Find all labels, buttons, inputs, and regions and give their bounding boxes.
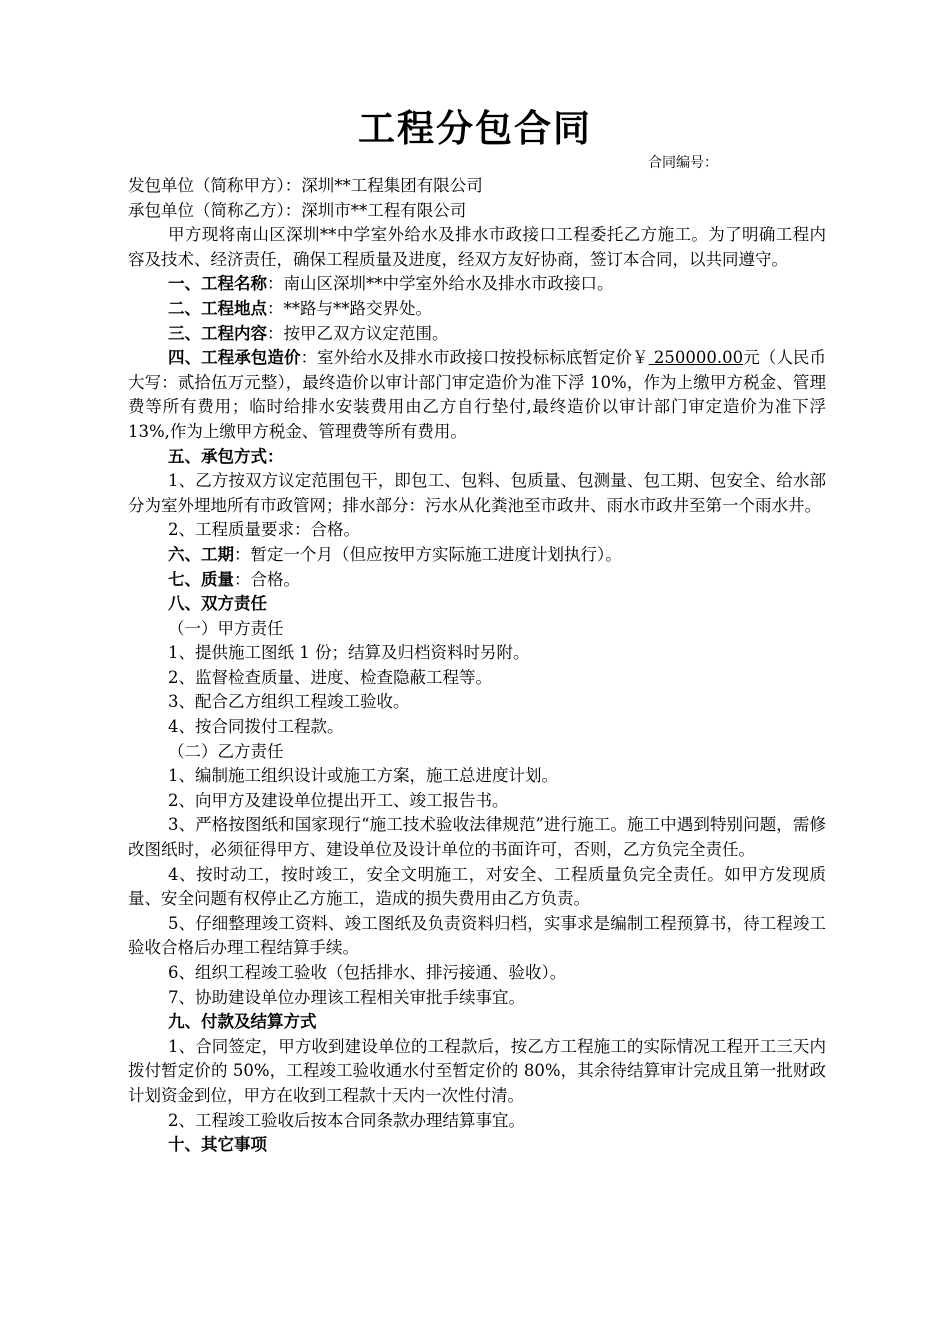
contract-body xyxy=(128,174,826,1158)
party-a-duties-heading: （一）甲方责任 xyxy=(168,618,284,638)
section-6-heading: 六、工期 xyxy=(168,544,234,564)
section-2 xyxy=(128,297,826,322)
section-9-item: 1、合同签定，甲方收到建设单位的工程款后，按乙方工程施工的实际情况工程开工三天内拨付暂定价的 50%，工程竣工验收通水付至暂定价的 80%，其余待结算审计完成且第一批财政计划资金到位，甲方在收到工程款十天内一次性付清。 xyxy=(128,1036,826,1105)
price-amount: 250000.00 xyxy=(648,348,744,368)
section-4-heading: 四、工程承包造价 xyxy=(168,348,301,368)
party-b-duty: 4、按时动工，按时竣工，安全文明施工，对安全、工程质量负完全责任。如甲方发现质量、安全问题有权停止乙方施工，造成的损失费用由乙方负责。 xyxy=(128,864,826,909)
party-a-duty: 1、提供施工图纸 1 份；结算及归档资料时另附。 xyxy=(168,643,530,663)
section-4-text-a: ：室外给水及排水市政接口按投标标底暂定价￥ xyxy=(300,348,649,368)
section-7-heading: 七、质量 xyxy=(168,569,234,589)
section-8-heading: 八、双方责任 xyxy=(168,594,267,614)
party-b-duty: 6、组织工程竣工验收（包括排水、排污接通、验收）。 xyxy=(168,963,567,982)
party-b-duty: 1、编制施工组织设计或施工方案，施工总进度计划。 xyxy=(168,766,558,786)
section-7 xyxy=(128,568,826,593)
section-7-text: ：合格。 xyxy=(234,569,300,589)
section-1 xyxy=(128,272,826,297)
section-9-item: 2、工程竣工验收后按本合同条款办理结算事宜。 xyxy=(168,1110,525,1130)
section-9-heading: 九、付款及结算方式 xyxy=(168,1012,317,1032)
section-5-heading: 五、承包方式： xyxy=(168,446,284,466)
section-4 xyxy=(128,346,826,444)
party-b-duties-heading: （二）乙方责任 xyxy=(168,741,284,761)
section-3-heading: 三、工程内容 xyxy=(168,323,267,343)
section-1-heading: 一、工程名称 xyxy=(168,274,267,294)
party-a: 发包单位（简称甲方）：深圳**工程集团有限公司 xyxy=(128,176,483,195)
contract-number-label: 合同编号： xyxy=(648,155,718,171)
section-2-heading: 二、工程地点 xyxy=(168,298,267,318)
intro-paragraph: 甲方现将南山区深圳**中学室外给水及排水市政接口工程委托乙方施工。为了明确工程内容及技术、经济责任，确保工程质量及进度，经双方友好协商，签订本合同，以共同遵守。 xyxy=(128,225,826,269)
section-6-text: ：暂定一个月（但应按甲方实际施工进度计划执行）。 xyxy=(234,544,622,564)
party-b-duty: 5、仔细整理竣工资料、竣工图纸及负责资料归档，实事求是编制工程预算书，待工程竣工验收合格后办理工程结算手续。 xyxy=(128,913,826,958)
section-2-text: ：**路与**路交界处。 xyxy=(267,298,432,318)
section-5-item: 2、工程质量要求：合格。 xyxy=(168,520,360,540)
section-3-text: ：按甲乙双方议定范围。 xyxy=(267,323,449,343)
party-b: 承包单位（简称乙方）：深圳市**工程有限公司 xyxy=(128,200,467,220)
party-b-duty: 7、协助建设单位办理该工程相关审批手续事宜。 xyxy=(168,987,525,1007)
section-5-item: 1、乙方按双方议定范围包干，即包工、包料、包质量、包测量、包工期、包安全、给水部分为室外埋地所有市政管网；排水部分：污水从化粪池至市政井、雨水市政井至第一个雨水井。 xyxy=(128,471,826,515)
party-b-duty: 2、向甲方及建设单位提出开工、竣工报告书。 xyxy=(168,790,509,810)
section-10-heading: 十、其它事项 xyxy=(168,1135,267,1155)
section-1-text: ：南山区深圳**中学室外给水及排水市政接口。 xyxy=(267,274,614,294)
section-3 xyxy=(128,322,826,347)
section-4-text-b: 元（人民币大写：贰拾伍万元整），最终造价以审计部门审定造价为准下浮 10%，作为上缴甲方税金、管理费等所有费用；临时给排水安装费用由乙方自行垫付,最终造价以审计部门审定造价为准下浮 13%,作为上缴甲方税金、管理费等所有费用。 xyxy=(128,348,827,441)
document-title: 工程分包合同 xyxy=(358,107,592,150)
section-6 xyxy=(128,543,826,568)
party-a-duty: 4、按合同拨付工程款。 xyxy=(168,717,344,737)
party-a-duty: 3、配合乙方组织工程竣工验收。 xyxy=(168,692,410,712)
party-b-duty: 3、严格按图纸和国家现行“施工技术验收法律规范”进行施工。施工中遇到特别问题，需修改图纸时，必须征得甲方、建设单位及设计单位的书面许可，否则，乙方负完全责任。 xyxy=(128,815,826,860)
party-a-duty: 2、监督检查质量、进度、检查隐蔽工程等。 xyxy=(168,667,492,687)
